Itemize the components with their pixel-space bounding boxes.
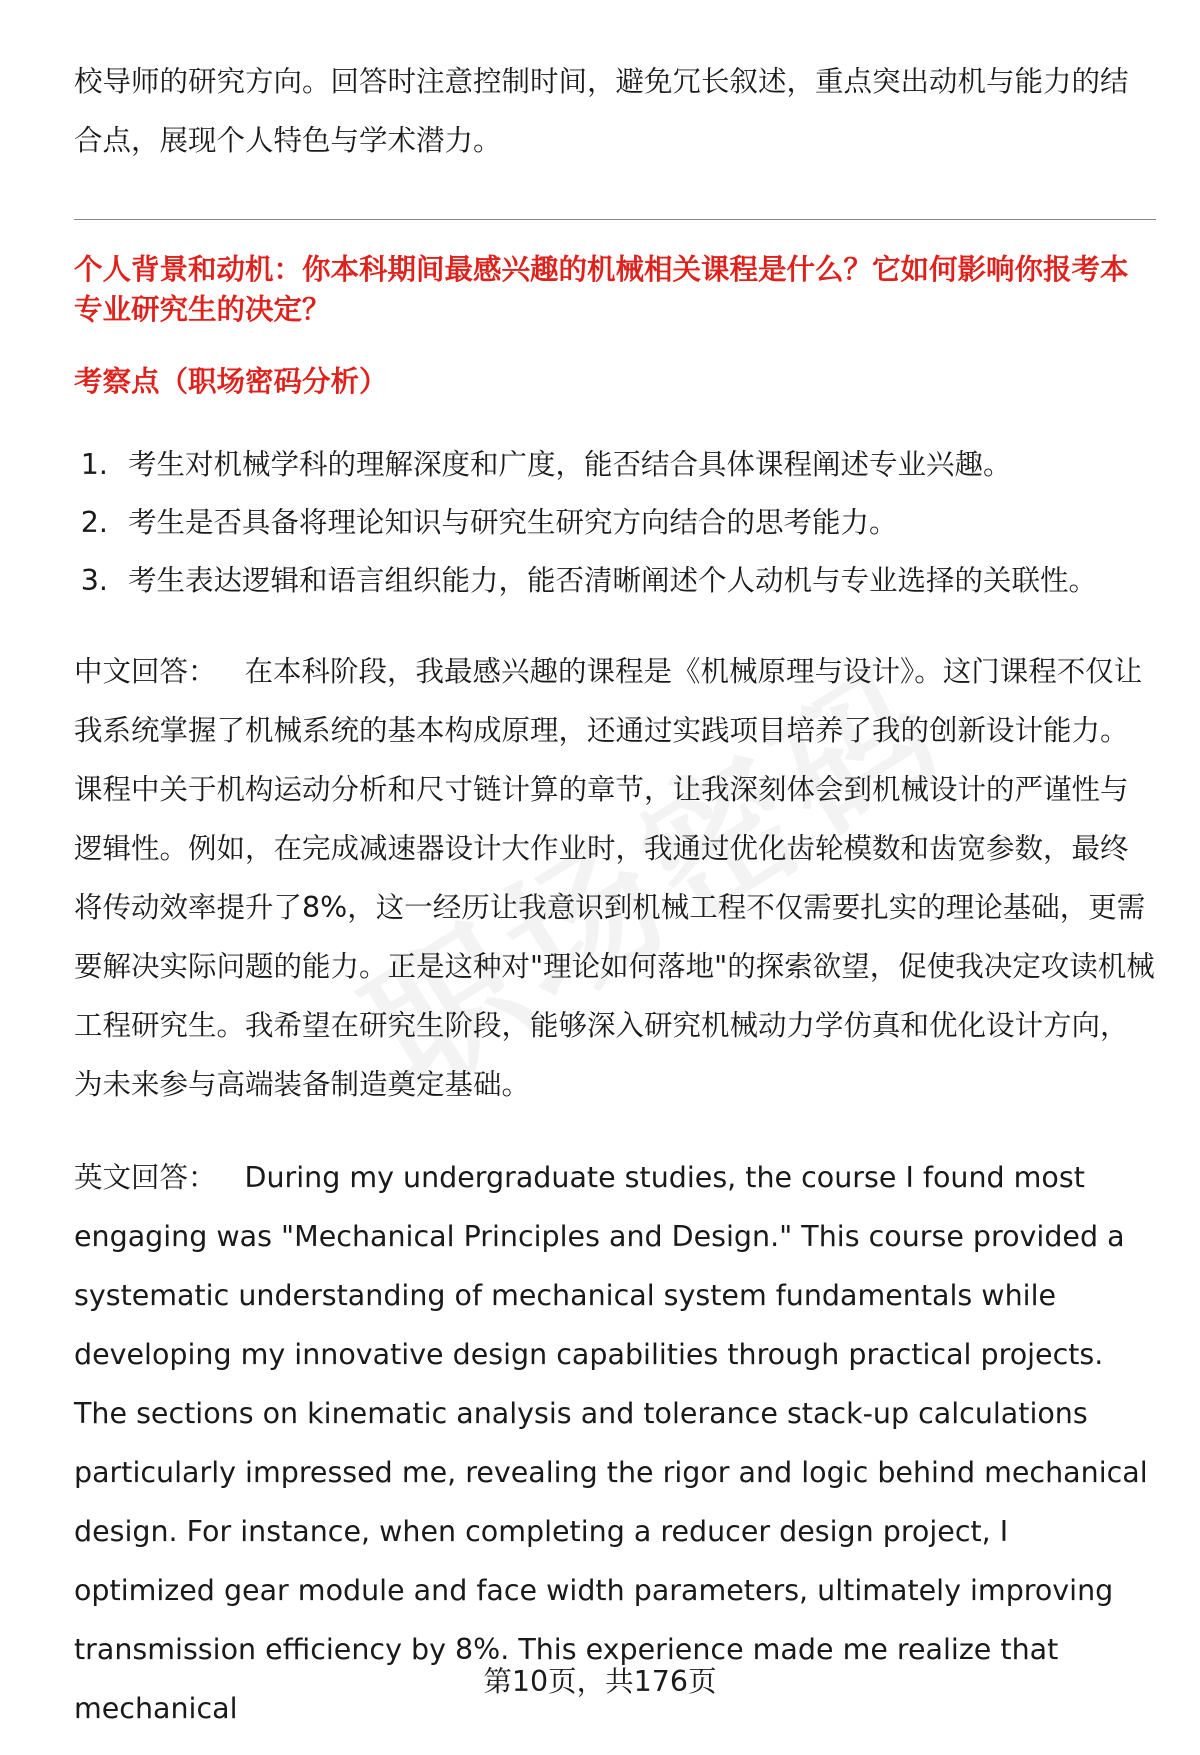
- list-item-text: 考生表达逻辑和语言组织能力，能否清晰阐述个人动机与专业选择的关联性。: [128, 564, 1098, 597]
- english-answer-label: 英文回答：: [74, 1161, 217, 1194]
- list-item: [74, 494, 1156, 552]
- english-answer-text: During my undergraduate studies, the course I found most engaging was "Mechanical Principles and Design." This course provided a systematic understanding of mechanical system fundamentals while developing my innovative design capabilities through practical projects. The sections on kinematic analysis and tolerance stack-up calculations particularly impressed me, revealing the rigor and logic behind mechanical design. For instance, when completing a reducer design project, I optimized gear module and face width parameters, ultimately improving transmission efficiency by 8%. This experience made me realize that mechanical: [74, 1161, 1148, 1725]
- english-answer: [74, 1148, 1156, 1738]
- list-item: [74, 436, 1156, 494]
- document-page: [74, 0, 1156, 1755]
- list-item-number: 1.: [80, 448, 108, 481]
- list-item-text: 考生是否具备将理论知识与研究生研究方向结合的思考能力。: [128, 506, 898, 539]
- section-divider: [74, 219, 1156, 220]
- exam-points-list: [74, 436, 1156, 610]
- intro-paragraph: 校导师的研究方向。回答时注意控制时间，避免冗长叙述，重点突出动机与能力的结合点，展现个人特色与学术潜力。: [74, 65, 1129, 157]
- chinese-answer-label: 中文回答：: [74, 655, 217, 688]
- exam-points-title: 考察点（职场密码分析）: [74, 365, 388, 398]
- question-heading: 个人背景和动机：你本科期间最感兴趣的机械相关课程是什么？它如何影响你报考本专业研究生的决定？: [74, 253, 1129, 326]
- list-item-number: 2.: [80, 506, 108, 539]
- list-item: [74, 552, 1156, 610]
- chinese-answer-text: 在本科阶段，我最感兴趣的课程是《机械原理与设计》。这门课程不仅让我系统掌握了机械系统的基本构成原理，还通过实践项目培养了我的创新设计能力。课程中关于机构运动分析和尺寸链计算的章节，让我深刻体会到机械设计的严谨性与逻辑性。例如，在完成减速器设计大作业时，我通过优化齿轮模数和齿宽参数，最终将传动效率提升了8%，这一经历让我意识到机械工程不仅需要扎实的理论基础，更需要解决实际问题的能力。正是这种对"理论如何落地"的探索欲望，促使我决定攻读机械工程研究生。我希望在研究生阶段，能够深入研究机械动力学仿真和优化设计方向，为未来参与高端装备制造奠定基础。: [74, 655, 1155, 1101]
- chinese-answer: [74, 642, 1156, 1114]
- list-item-number: 3.: [80, 564, 108, 597]
- list-item-text: 考生对机械学科的理解深度和广度，能否结合具体课程阐述专业兴趣。: [128, 448, 1012, 481]
- page-footer: 第10页，共176页: [483, 1665, 717, 1698]
